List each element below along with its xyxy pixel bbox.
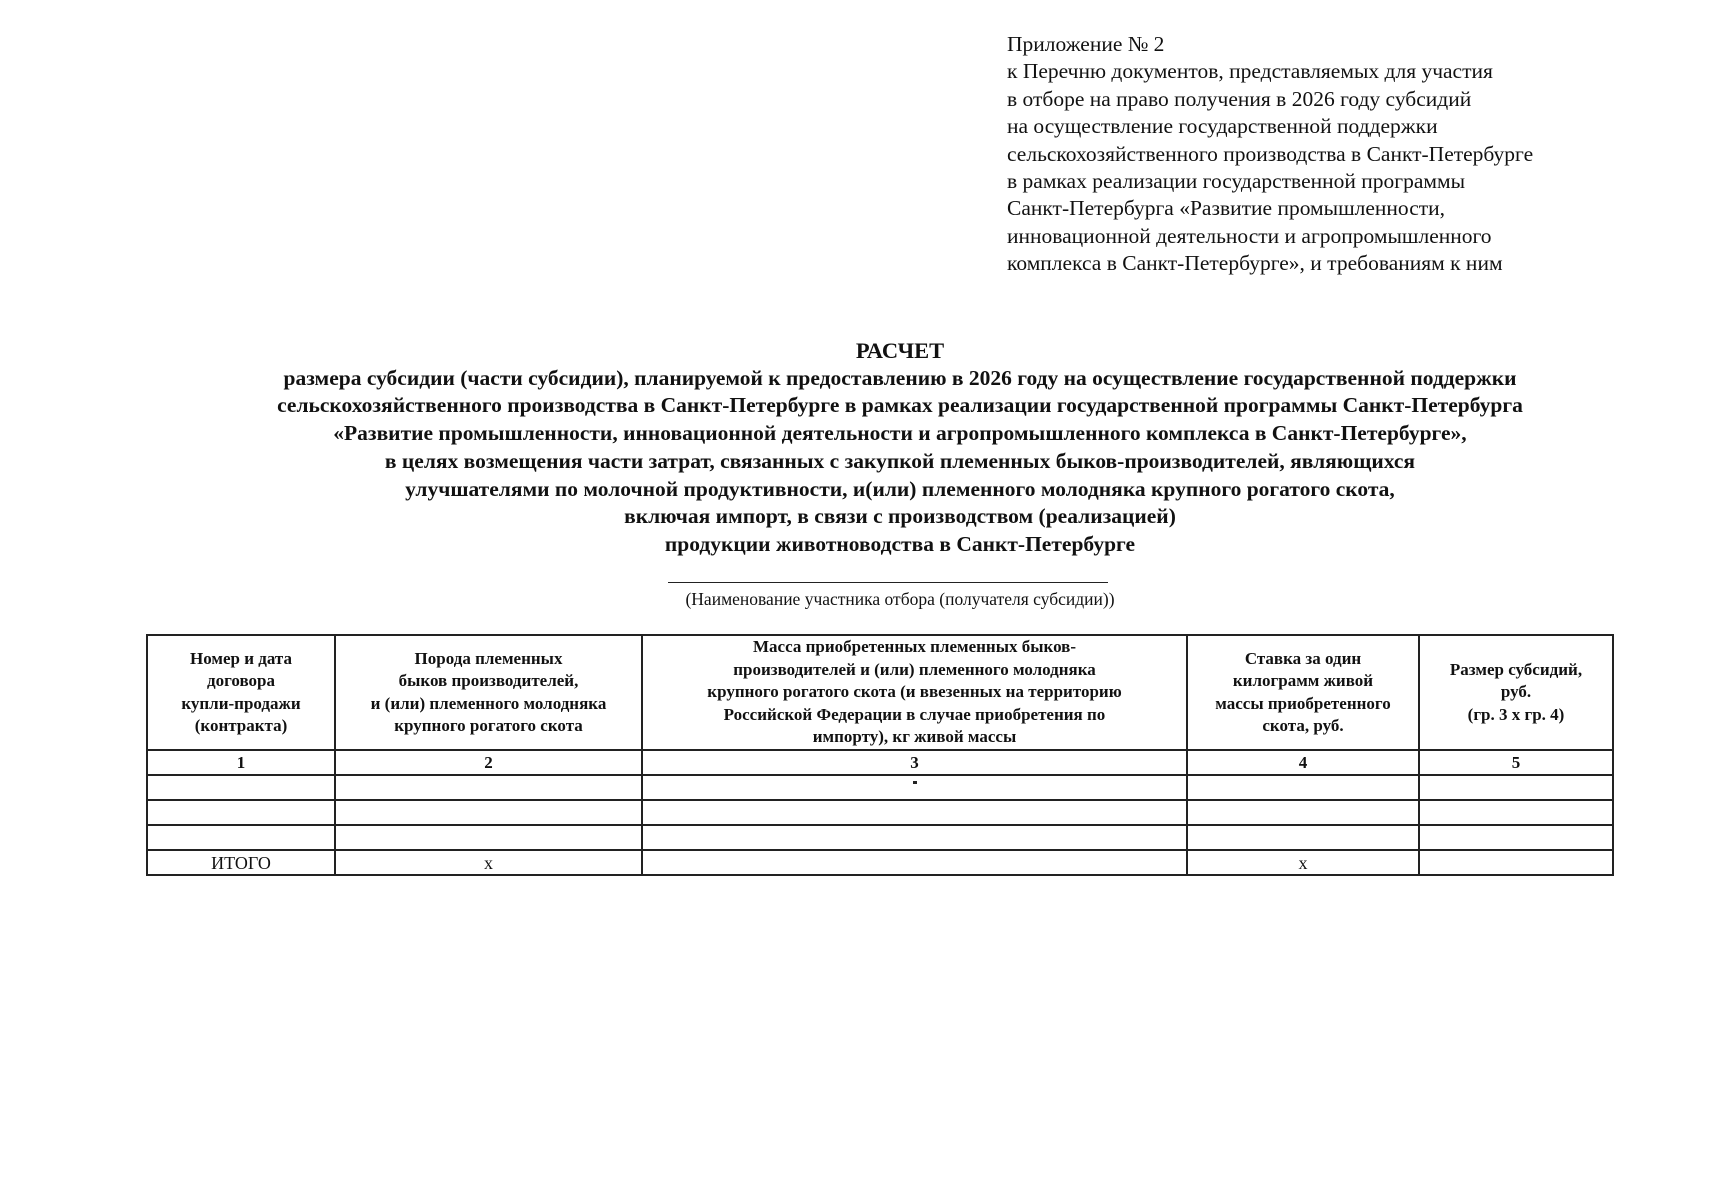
header-contract (147, 635, 335, 750)
header-text: скота, руб. (1262, 716, 1344, 735)
header-text: массы приобретенного (1215, 693, 1391, 713)
header-mass (642, 635, 1187, 750)
header-text: Порода племенных (414, 648, 563, 668)
appendix-line: в рамках реализации государственной программы (1007, 169, 1466, 194)
appendix-line: инновационной деятельности и агропромышленного (1007, 223, 1492, 248)
header-text: крупного рогатого скота (и ввезенных на территорию (707, 682, 1122, 701)
header-text: и (или) племенного молодняка (370, 693, 607, 713)
table-cell (335, 825, 642, 850)
table-row (147, 825, 1613, 850)
appendix-line: Приложение № 2 (1007, 32, 1165, 56)
appendix-line: на осуществление государственной поддержки (1007, 114, 1438, 139)
title-line: «Развитие промышленности, инновационной деятельности и агропромышленного комплекса в Санкт-Петербурге», (333, 421, 1467, 446)
header-text: Номер и дата (190, 648, 292, 668)
table-header-row (147, 635, 1613, 750)
recipient-caption: (Наименование участника отбора (получателя субсидии)) (685, 589, 1115, 609)
document-title (100, 337, 1700, 559)
header-text: (гр. 3 х гр. 4) (1467, 704, 1565, 724)
header-breed (335, 635, 642, 750)
column-number: 4 (1187, 750, 1419, 775)
title-heading: РАСЧЕТ (855, 338, 945, 363)
table-cell (642, 825, 1187, 850)
table-cell (147, 825, 335, 850)
table-cell (1419, 825, 1613, 850)
title-line: улучшателями по молочной продуктивности, и(или) племенного молодняка крупного рогатого скота, (405, 476, 1395, 501)
appendix-line: к Перечню документов, представляемых для участия (1007, 59, 1493, 84)
table-cell (1187, 775, 1419, 800)
header-text: (контракта) (194, 716, 288, 735)
column-number: 2 (335, 750, 642, 775)
scan-speck (913, 781, 917, 784)
table-row (147, 775, 1613, 800)
column-number-row (147, 750, 1613, 775)
header-text: руб. (1500, 682, 1532, 702)
table-cell (147, 775, 335, 800)
table-cell (642, 800, 1187, 825)
header-subsidy (1419, 635, 1613, 750)
table-cell (335, 775, 642, 800)
title-line: размера субсидии (части субсидии), планируемой к предоставлению в 2026 году на осуществление государственной поддержки (283, 365, 1517, 390)
subsidy-calculation-table (146, 634, 1614, 876)
title-line: в целях возмещения части затрат, связанных с закупкой племенных быков-производителей, являющихся (384, 448, 1416, 473)
title-line: продукции животноводства в Санкт-Петербурге (664, 531, 1136, 556)
appendix-line: Санкт-Петербурга «Развитие промышленности, (1007, 196, 1446, 221)
header-text: Ставка за один (1244, 648, 1362, 668)
total-cell (642, 850, 1187, 875)
table-row (147, 800, 1613, 825)
table-cell (335, 800, 642, 825)
recipient-name-line (668, 582, 1108, 583)
appendix-block (1007, 31, 1687, 278)
header-text: Масса приобретенных племенных быков- (752, 637, 1077, 656)
table-cell (1187, 825, 1419, 850)
header-text: быков производителей, (398, 671, 579, 690)
column-number: 3 (642, 750, 1187, 775)
title-line: включая импорт, в связи с производством (реализацией) (624, 504, 1176, 529)
table-cell (642, 775, 1187, 800)
appendix-line: в отборе на право получения в 2026 году субсидий (1007, 86, 1472, 111)
header-text: импорту), кг живой массы (812, 727, 1017, 746)
table-cell (1419, 775, 1613, 800)
header-text: крупного рогатого скота (394, 716, 583, 735)
total-row (147, 850, 1613, 875)
header-text: договора (207, 671, 275, 690)
table-cell (1419, 800, 1613, 825)
header-rate (1187, 635, 1419, 750)
column-number: 1 (147, 750, 335, 775)
header-text: килограмм живой (1232, 671, 1374, 690)
total-cell: х (335, 850, 642, 875)
header-text: Размер субсидий, (1449, 659, 1583, 679)
title-line: сельскохозяйственного производства в Санкт-Петербурге в рамках реализации государственной программы Санкт-Петербурга (277, 393, 1523, 418)
total-cell: х (1187, 850, 1419, 875)
header-text: купли-продажи (181, 693, 301, 713)
column-number: 5 (1419, 750, 1613, 775)
header-text: Российской Федерации в случае приобретения по (723, 704, 1106, 724)
total-cell (1419, 850, 1613, 875)
header-text: производителей и (или) племенного молодняка (733, 659, 1096, 679)
total-label: ИТОГО (147, 850, 335, 875)
table-cell (147, 800, 335, 825)
appendix-line: сельскохозяйственного производства в Санкт-Петербурге (1007, 141, 1534, 166)
table-cell (1187, 800, 1419, 825)
appendix-line: комплекса в Санкт-Петербурге», и требованиям к ним (1007, 251, 1503, 276)
